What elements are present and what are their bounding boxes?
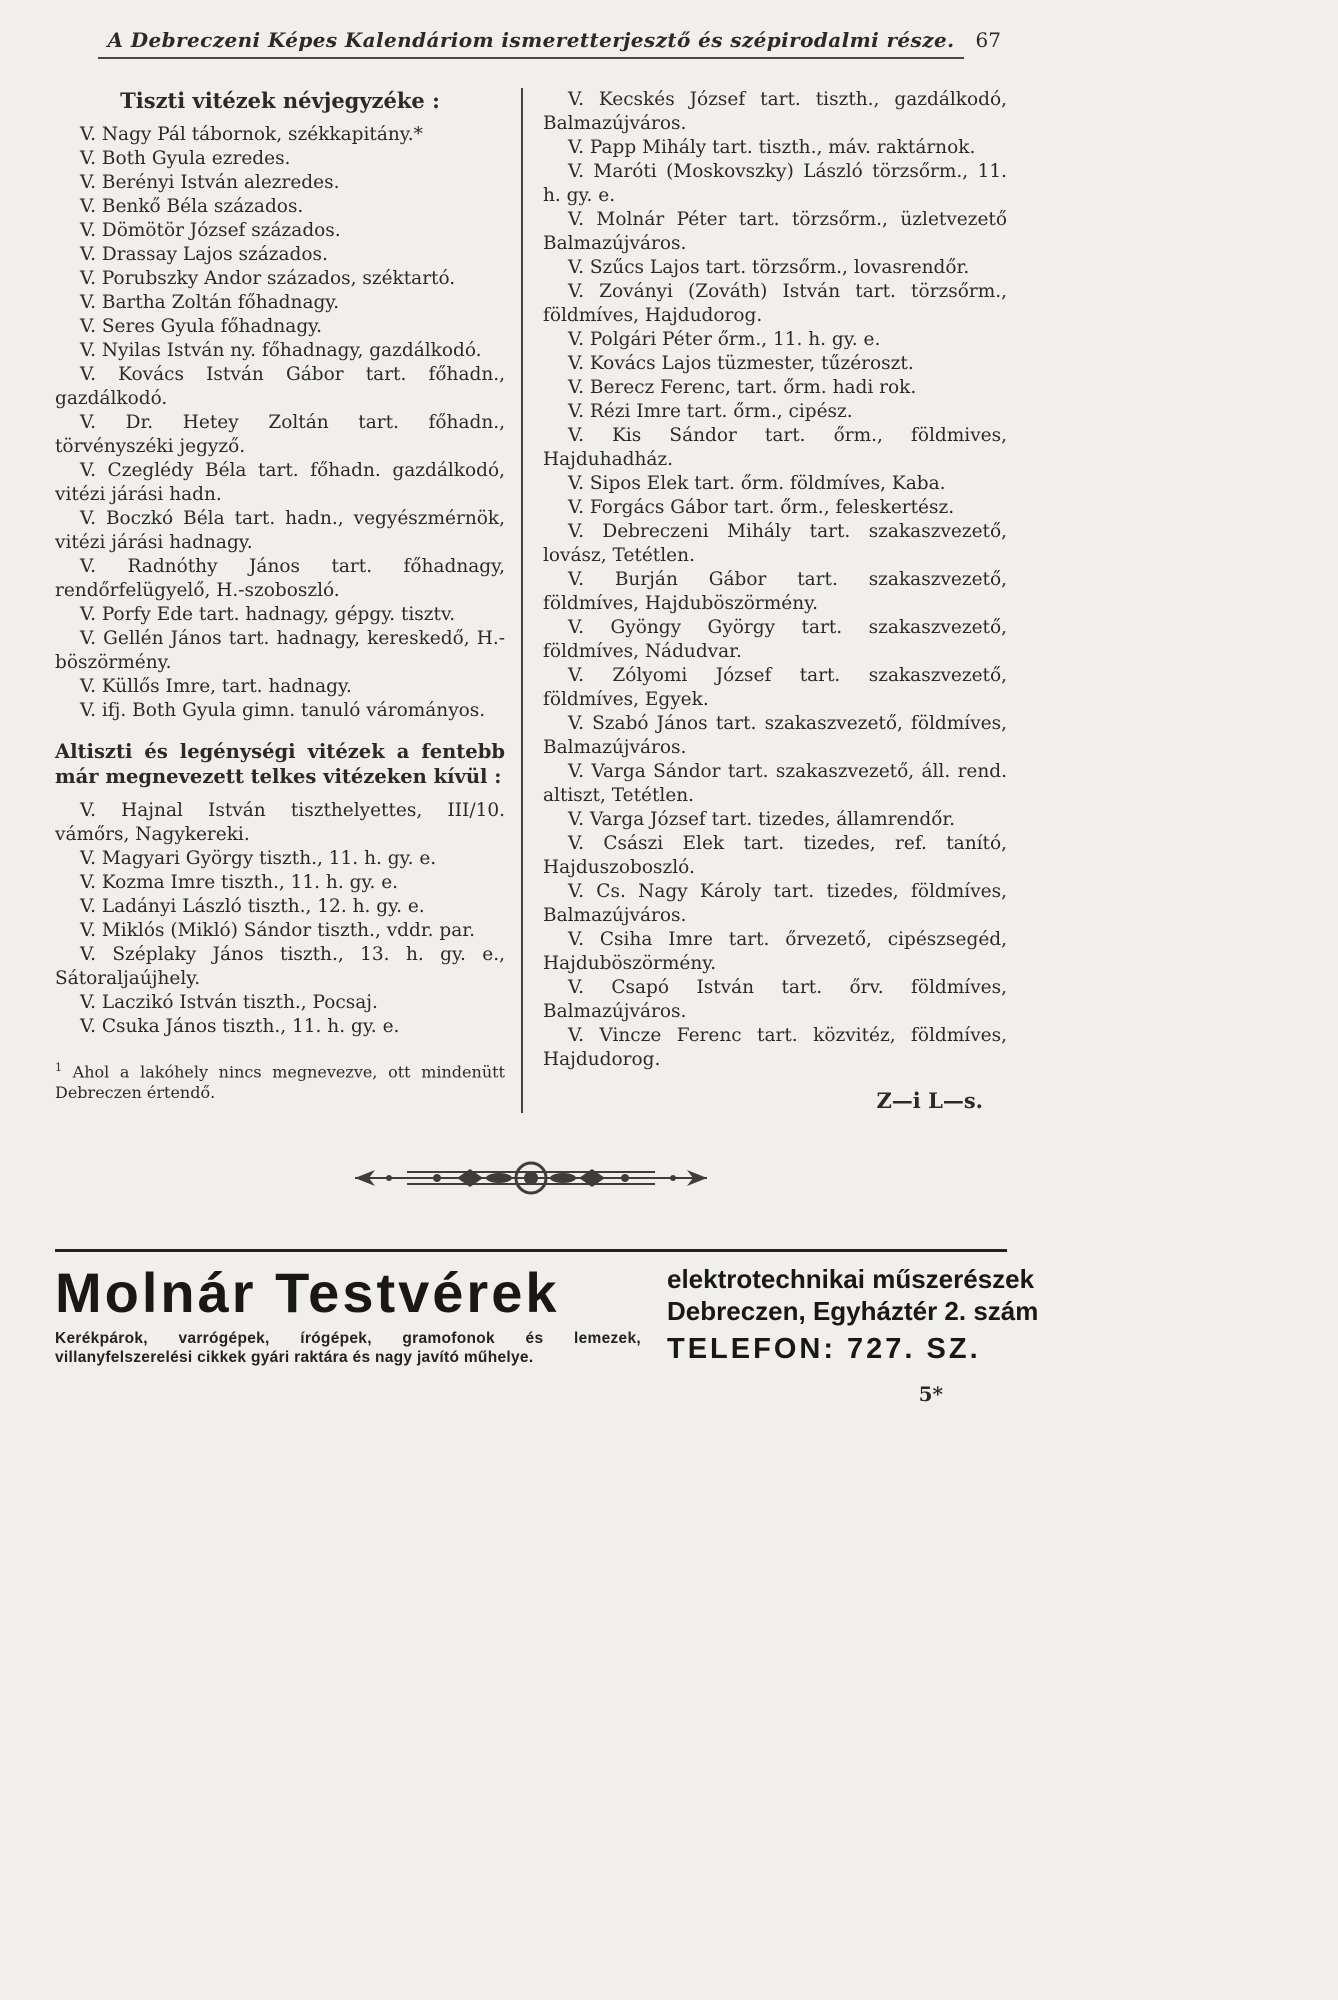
ornament-divider (55, 1155, 1007, 1203)
right-entry: V. Zoványi (Zováth) István tart. törzsőrm., földmíves, Hajdudorog. (543, 281, 1007, 326)
ad-tagline: Kerékpárok, varrógépek, írógépek, gramofonok és lemezek, villanyfelszerelési cikkek gyári raktára és nagy javító műhelye. (55, 1330, 641, 1367)
footnote-text: Ahol a lakóhely nincs megnevezve, ott mindenütt Debreczen értendő. (55, 1062, 505, 1103)
left-column (55, 88, 521, 1113)
right-entry: V. Maróti (Moskovszky) László törzsőrm., 11. h. gy. e. (543, 161, 1007, 206)
officers-list (55, 123, 505, 723)
right-entry: V. Kovács Lajos tüzmester, tűzéroszt. (567, 353, 914, 374)
ad-right-block (667, 1264, 1039, 1366)
author-signature: Z—i L—s. (876, 1088, 983, 1113)
two-column-body (55, 88, 1007, 1113)
right-column (521, 88, 1007, 1113)
officer-entry: V. Küllős Imre, tart. hadnagy. (79, 676, 352, 697)
right-entry: V. Debreczeni Mihály tart. szakaszvezető, lovász, Tetétlen. (543, 521, 1007, 566)
right-entry: V. Szabó János tart. szakaszvezető, földmíves, Balmazújváros. (543, 713, 1007, 758)
right-entry: V. Gyöngy György tart. szakaszvezető, földmíves, Nádudvar. (543, 617, 1007, 662)
officer-entry: V. Porfy Ede tart. hadnagy, gépgy. tisztv. (79, 604, 456, 625)
ad-profession-line: elektrotechnikai műszerészek (667, 1264, 1035, 1294)
ad-address-line: Debreczen, Egyháztér 2. szám (667, 1295, 1039, 1326)
nco-entry: V. Hajnal István tiszthelyettes, III/10. vámőrs, Nagykereki. (55, 800, 505, 845)
right-entry: V. Molnár Péter tart. törzsőrm., üzletvezető Balmazújváros. (543, 209, 1007, 254)
officer-entry: V. ifj. Both Gyula gimn. tanuló várományos. (79, 700, 486, 721)
page-header (55, 26, 1007, 72)
officer-entry: V. Both Gyula ezredes. (79, 148, 291, 169)
officer-entry: V. Dömötör József százados. (79, 220, 341, 241)
nco-entry: V. Laczikó István tiszth., Pocsaj. (79, 992, 378, 1013)
right-entry: V. Sipos Elek tart. őrm. földmíves, Kaba. (567, 473, 946, 494)
nco-list (55, 799, 505, 1039)
officer-entry: V. Boczkó Béla tart. hadn., vegyészmérnök, vitézi járási hadnagy. (55, 508, 505, 553)
officer-entry: V. Kovács István Gábor tart. főhadn., gazdálkodó. (55, 364, 505, 409)
right-entry: V. Berecz Ferenc, tart. őrm. hadi rok. (567, 377, 917, 398)
right-entries-list (543, 88, 1007, 1072)
right-entry: V. Forgács Gábor tart. őrm., feleskertész. (567, 497, 955, 518)
officer-entry: V. Gellén János tart. hadnagy, kereskedő, H.-böszörmény. (55, 628, 505, 673)
right-entry: V. Polgári Péter őrm., 11. h. gy. e. (567, 329, 881, 350)
right-entry: V. Zólyomi József tart. szakaszvezető, földmíves, Egyek. (543, 665, 1007, 710)
nco-entry: V. Széplaky János tiszth., 13. h. gy. e., Sátoraljaújhely. (55, 944, 505, 989)
nco-entry: V. Csuka János tiszth., 11. h. gy. e. (79, 1016, 400, 1037)
footnote (55, 1057, 505, 1103)
page-number: 67 (975, 28, 1001, 52)
officers-heading: Tiszti vitézek névjegyzéke : (120, 88, 440, 113)
ad-telephone-line: TELEFON: 727. SZ. (667, 1333, 981, 1366)
officer-entry: V. Porubszky Andor százados, széktartó. (79, 268, 456, 289)
right-entry: V. Varga Sándor tart. szakaszvezető, áll. rend. altiszt, Tetétlen. (543, 761, 1007, 806)
right-entry: V. Papp Mihály tart. tiszth., máv. raktárnok. (567, 137, 976, 158)
right-entry: V. Császi Elek tart. tizedes, ref. tanító, Hajduszoboszló. (543, 833, 1007, 878)
right-entry: V. Szűcs Lajos tart. törzsőrm., lovasrendőr. (567, 257, 970, 278)
right-entry: V. Burján Gábor tart. szakaszvezető, földmíves, Hajduböszörmény. (543, 569, 1007, 614)
nco-entry: V. Miklós (Mikló) Sándor tiszth., vddr. par. (79, 920, 475, 941)
right-entry: V. Csiha Imre tart. őrvezető, cipészsegéd, Hajduböszörmény. (543, 929, 1007, 974)
right-entry: V. Cs. Nagy Károly tart. tizedes, földmíves, Balmazújváros. (543, 881, 1007, 926)
officer-entry: V. Nagy Pál tábornok, székkapitány.* (79, 124, 423, 145)
page-content (55, 26, 1039, 1406)
nco-entry: V. Ladányi László tiszth., 12. h. gy. e. (79, 896, 425, 917)
officer-entry: V. Drassay Lajos százados. (79, 244, 328, 265)
right-entry: V. Csapó István tart. őrv. földmíves, Balmazújváros. (543, 977, 1007, 1022)
fleuron-icon (341, 1155, 721, 1201)
officer-entry: V. Seres Gyula főhadnagy. (79, 316, 323, 337)
footnote-marker: 1 (55, 1061, 62, 1074)
officer-entry: V. Bartha Zoltán főhadnagy. (79, 292, 340, 313)
right-entry: V. Kis Sándor tart. őrm., földmives, Hajduhadház. (543, 425, 1007, 470)
nco-entry: V. Kozma Imre tiszth., 11. h. gy. e. (79, 872, 399, 893)
running-title: A Debreczeni Képes Kalendáriom ismeretterjesztő és szépirodalmi része. (98, 26, 965, 59)
officer-entry: V. Benkő Béla százados. (79, 196, 304, 217)
officer-entry: V. Berényi István alezredes. (79, 172, 340, 193)
officer-entry: V. Czeglédy Béla tart. főhadn. gazdálkodó, vitézi járási hadn. (55, 460, 505, 505)
nco-heading: Altiszti és legénységi vitézek a fentebb már megnevezett telkes vitézeken kívül : (55, 740, 505, 788)
right-entry: V. Varga József tart. tizedes, államrendőr. (567, 809, 956, 830)
right-entry: V. Kecskés József tart. tiszth., gazdálkodó, Balmazújváros. (543, 89, 1007, 134)
nco-entry: V. Magyari György tiszth., 11. h. gy. e. (79, 848, 437, 869)
right-entry: V. Vincze Ferenc tart. közvitéz, földmíves, Hajdudorog. (543, 1025, 1007, 1070)
signature-mark: 5* (918, 1381, 943, 1406)
right-entry: V. Rézi Imre tart. őrm., cipész. (567, 401, 853, 422)
ad-company-name: Molnár Testvérek (55, 1261, 560, 1324)
officer-entry: V. Dr. Hetey Zoltán tart. főhadn., törvényszéki jegyző. (55, 412, 505, 457)
advertisement (55, 1249, 1039, 1368)
officer-entry: V. Radnóthy János tart. főhadnagy, rendőrfelügyelő, H.-szoboszló. (55, 556, 505, 601)
officer-entry: V. Nyilas István ny. főhadnagy, gazdálkodó. (79, 340, 482, 361)
ad-left-block (55, 1261, 641, 1368)
